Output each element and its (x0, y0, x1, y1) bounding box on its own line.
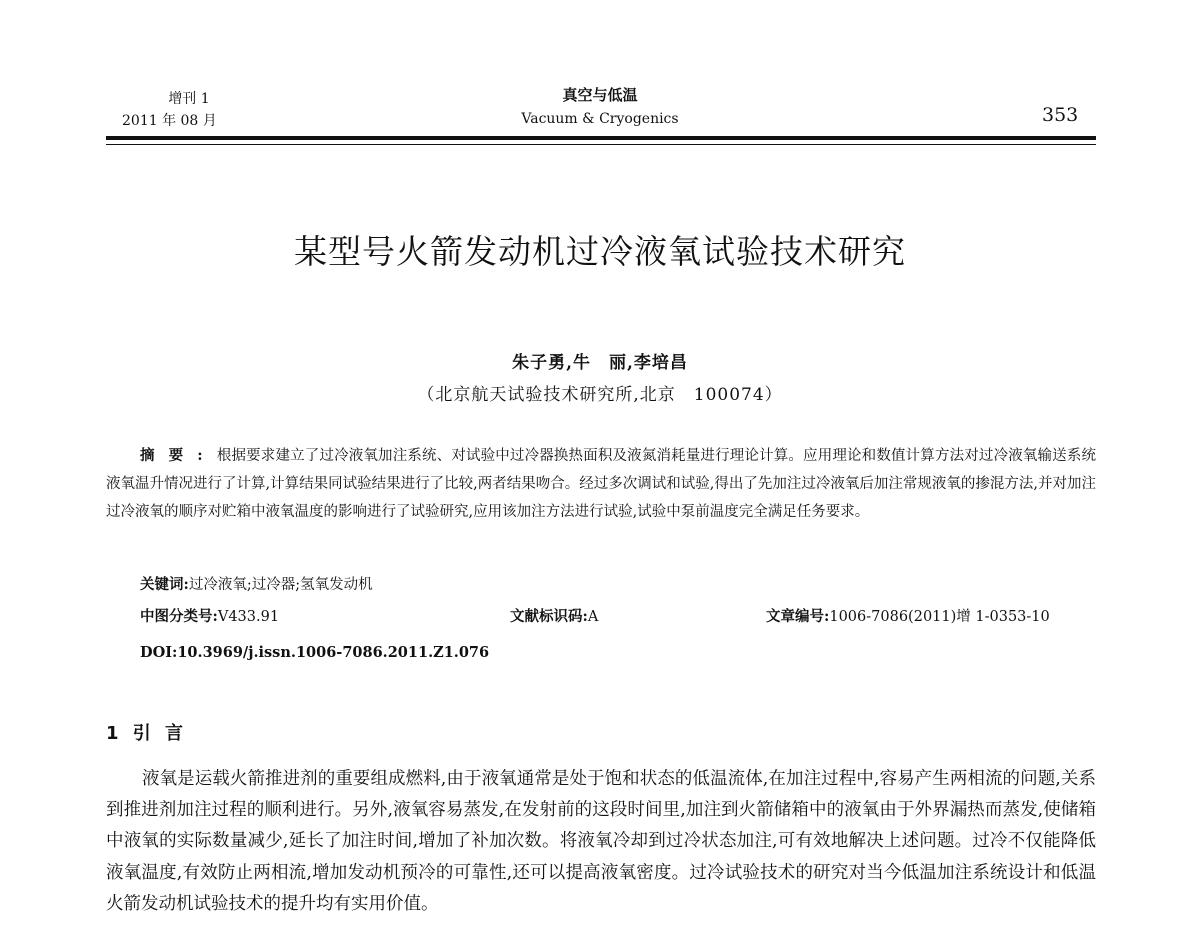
paper-title: 某型号火箭发动机过冷液氧试验技术研究 (294, 232, 906, 271)
author-affiliation: （北京航天试验技术研究所,北京 100074） (417, 385, 783, 405)
document-code-value: A (587, 609, 599, 625)
article-number (766, 604, 1050, 630)
keywords (140, 572, 373, 598)
article-number-value: 1006-7086(2011)增 1-0353-10 (829, 609, 1050, 625)
classification-value: V433.91 (217, 609, 280, 625)
abstract-label: 摘要: (140, 447, 217, 464)
paper-authors: 朱子勇,牛 丽,李培昌 (512, 353, 688, 373)
header-rule-thick (106, 136, 1096, 140)
document-code (510, 604, 598, 630)
section-paragraph: 液氧是运载火箭推进剂的重要组成燃料,由于液氧通常是处于饱和状态的低温流体,在加注过程中,容易产生两相流的问题,关系到推进剂加注过程的顺利进行。另外,液氧容易蒸发,在发射前的这段时间里,加注到火箭储箱中的液氧由于外界漏热而蒸发,使储箱中液氧的实际数量减少,延长了加注时间,增加了补加次数。将液氧冷却到过冷状态加注,可有效地解决上述问题。过冷不仅能降低液氧温度,有效防止两相流,增加发动机预冷的可靠性,还可以提高液氧密度。过冷试验技术的研究对当今低温加注系统设计和低温火箭发动机试验技术的提升均有实用价值。 (106, 769, 1096, 914)
document-code-label: 文献标识码: (510, 608, 588, 625)
doi: DOI:10.3969/j.issn.1006-7086.2011.Z1.076 (140, 644, 490, 661)
page-number: 353 (1042, 104, 1079, 126)
journal-name-cn: 真空与低温 (562, 86, 638, 104)
abstract (106, 442, 1096, 526)
section-heading: 1 引 言 (106, 723, 184, 744)
header-date: 2011 年 08 月 (122, 113, 217, 129)
keywords-label: 关键词: (140, 576, 189, 593)
abstract-text: 根据要求建立了过冷液氧加注系统、对试验中过冷器换热面积及液氮消耗量进行理论计算。应用理论和数值计算方法对过冷液氧输送系统液氧温升情况进行了计算,计算结果同试验结果进行了比较,两者结果吻合。经过多次调试和试验,得出了先加注过冷液氧后加注常规液氧的掺混方法,并对加注过冷液氧的顺序对贮箱中液氧温度的影响进行了试验研究,应用该加注方法进行试验,试验中泵前温度完全满足任务要求。 (106, 448, 1096, 520)
classification-label: 中图分类号: (140, 608, 218, 625)
article-number-label: 文章编号: (766, 608, 830, 625)
journal-name-en: Vacuum & Cryogenics (521, 111, 679, 127)
classification-number (140, 604, 279, 630)
header-rule-thin (106, 144, 1096, 145)
keywords-value: 过冷液氧;过冷器;氢氧发动机 (188, 577, 373, 593)
header-issue: 增刊 1 (168, 91, 210, 107)
